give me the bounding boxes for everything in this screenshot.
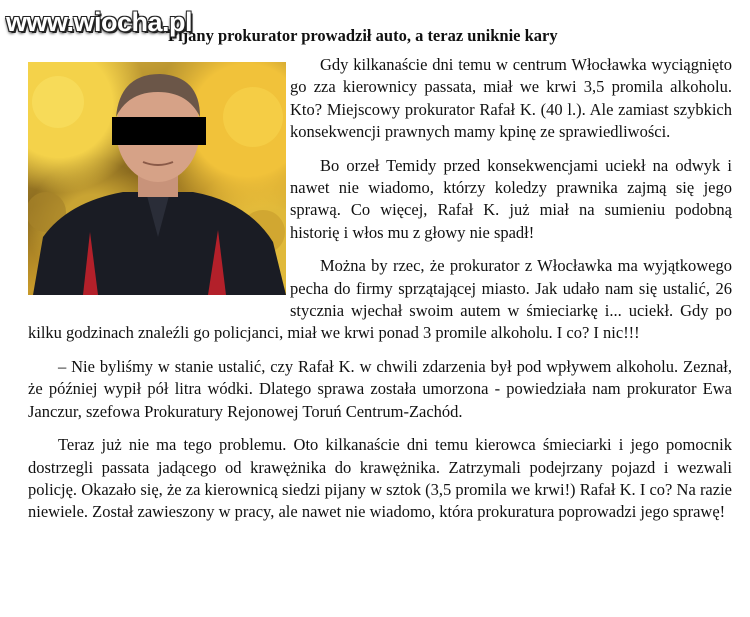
article-body: [28, 54, 732, 535]
photo-spacer: [28, 54, 290, 305]
paragraph-3: Można by rzec, że prokurator z Włocławka ma wyjątkowego pecha do firmy sprzątającej miasto. Jak udało nam się ustalić, 26 stycznia wjechał swoim autem w śmieciarkę i... uciekł. Gdy po kilku godzinach znaleźli go policjanci, miał we krwi ponad 3 promile alkoholu. I co? I nic!!!: [28, 256, 732, 343]
paragraph-4: – Nie byliśmy w stanie ustalić, czy Rafał K. w chwili zdarzenia był pod wpływem alkoholu. Zeznał, że później wypił pół litra wódki. Dlatego sprawa została umorzona - powiedziała nam prokurator Ewa Janczur, szefowa Prokuratury Rejonowej Toruń Centrum-Zachód.: [28, 356, 732, 421]
article-title: Pijany prokurator prowadził auto, a teraz uniknie kary: [168, 26, 558, 45]
paragraph-5: Teraz już nie ma tego problemu. Oto kilkanaście dni temu kierowca śmieciarki i jego pomocnik dostrzegli passata jadącego od krawężnika do krawężnika. Zatrzymali podejrzany pojazd i wezwali policję. Okazało się, że za kierownicą siedzi pijany w sztok (3,5 promila we krwi!) Rafał K. I co? Na razie niewiele. Został zawieszony w pracy, ale nawet nie wiadomo, która prokuratura poprowadzi jego sprawę!: [28, 435, 732, 522]
site-watermark: www.wiocha.pl: [6, 7, 193, 37]
paragraph-2: Bo orzeł Temidy przed konsekwencjami uciekł na odwyk i nawet nie wiadomo, którzy koledzy prawnika zajmą się jego sprawą. Co więcej, Rafał K. już miał na sumieniu podobną historię i włos mu z głowy nie spadł!: [290, 155, 732, 242]
paragraph-1: Gdy kilkanaście dni temu w centrum Włocławka wyciągnięto go zza kierownicy passata, miał we krwi 3,5 promila alkoholu. Kto? Miejscowy prokurator Rafał K. (40 l.). Ale zamiast szybkich konsekwencji prawnych mamy kpinę ze sprawiedliwości.: [290, 55, 732, 142]
